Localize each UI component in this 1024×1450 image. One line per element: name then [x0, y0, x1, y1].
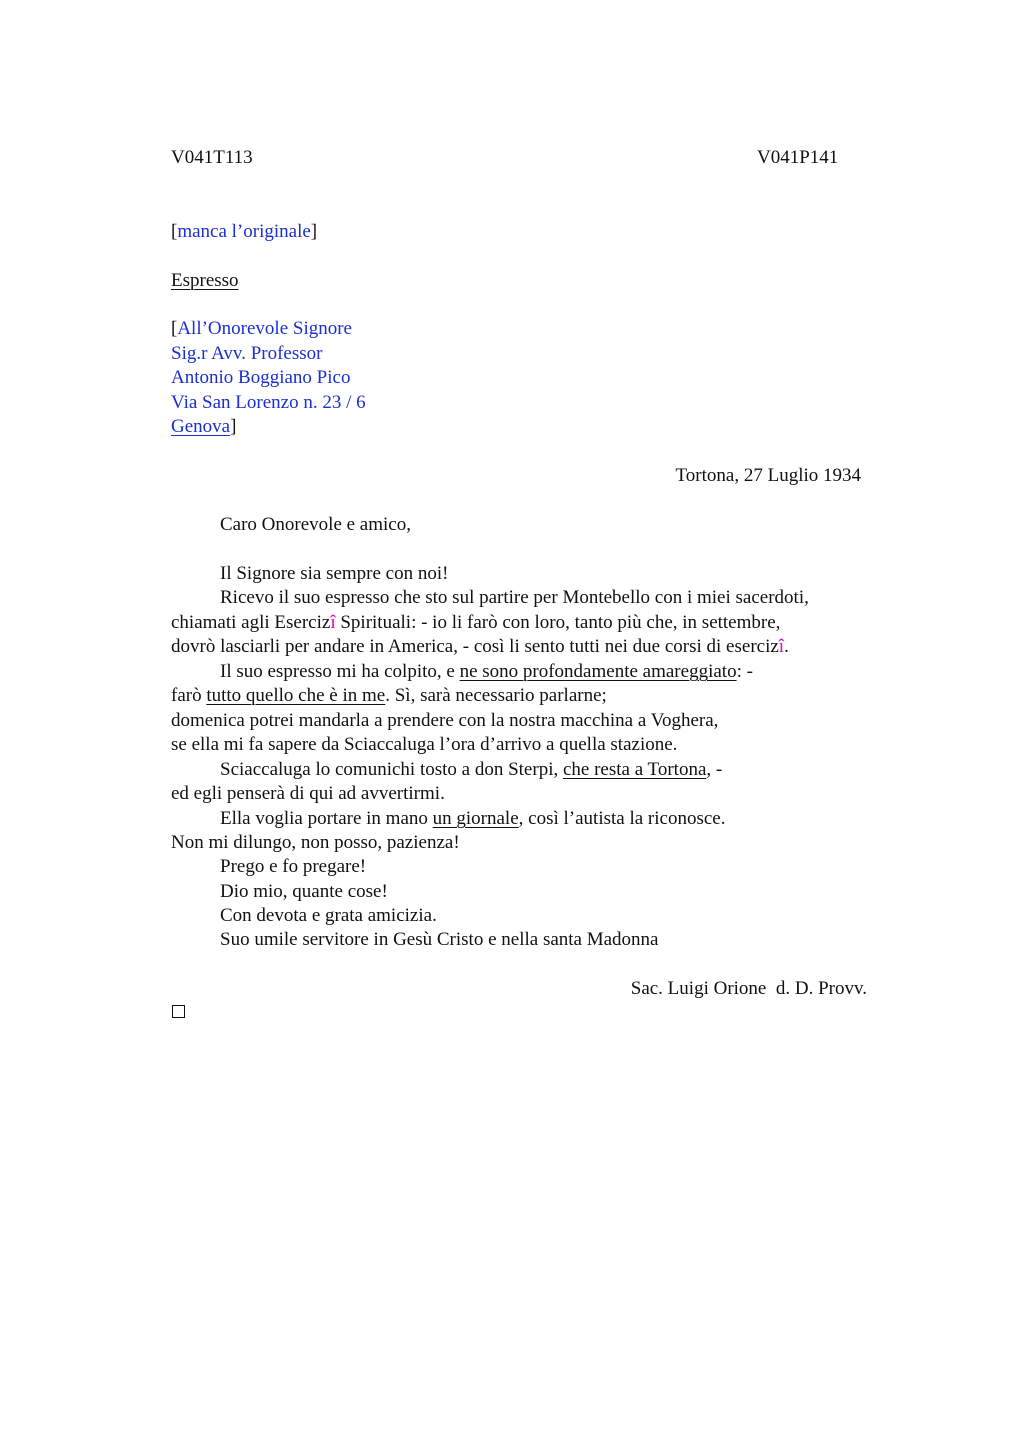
- address-city: Genova: [171, 416, 231, 437]
- dateline: Tortona, 27 Luglio 1934: [675, 465, 861, 486]
- delivery-label: Espresso: [171, 270, 239, 291]
- body-line: Sciaccaluga lo comunichi tosto a don Sterpi, che resta a Tortona, -: [220, 759, 723, 780]
- address-city-line: Genova]: [171, 416, 237, 437]
- body-line: dovrò lasciarli per andare in America, - così li sento tutti nei due corsi di esercizî.: [171, 636, 789, 657]
- address-line-1: [All’Onorevole Signore: [171, 318, 352, 339]
- body-line: farò tutto quello che è in me. Sì, sarà necessario parlarne;: [171, 685, 607, 706]
- signature: Sac. Luigi Orione d. D. Provv.: [630, 978, 867, 999]
- body-line: Ricevo il suo espresso che sto sul partire per Montebello con i miei sacerdoti,: [220, 587, 809, 608]
- body-line: Il Signore sia sempre con noi!: [220, 563, 449, 584]
- editorial-note: [manca l’originale]: [171, 221, 318, 242]
- body-line: Prego e fo pregare!: [220, 856, 367, 877]
- header-left-code: V041T113: [171, 147, 253, 168]
- checkbox-square-icon: [172, 1005, 185, 1018]
- body-line: Il suo espresso mi ha colpito, e ne sono profondamente amareggiato: -: [220, 661, 753, 682]
- address-line-2: Sig.r Avv. Professor: [171, 343, 323, 364]
- body-line: ed egli penserà di qui ad avvertirmi.: [171, 783, 445, 804]
- body-line: domenica potrei mandarla a prendere con la nostra macchina a Voghera,: [171, 710, 719, 731]
- address-line-3: Antonio Boggiano Pico: [171, 367, 351, 388]
- address-line-4: Via San Lorenzo n. 23 / 6: [171, 392, 366, 413]
- body-line: se ella mi fa sapere da Sciaccaluga l’ora d’arrivo a quella stazione.: [171, 734, 678, 755]
- editorial-note-text: manca l’originale: [177, 221, 311, 242]
- body-line: Suo umile servitore in Gesù Cristo e nella santa Madonna: [220, 929, 659, 950]
- body-line: Non mi dilungo, non posso, pazienza!: [171, 832, 460, 853]
- salutation: Caro Onorevole e amico,: [220, 514, 411, 535]
- body-line: Con devota e grata amicizia.: [220, 905, 437, 926]
- header-right-code: V041P141: [757, 147, 839, 168]
- body-line: Ella voglia portare in mano un giornale, così l’autista la riconosce.: [220, 808, 726, 829]
- body-line: Dio mio, quante cose!: [220, 881, 388, 902]
- body-line: chiamati agli Esercizî Spirituali: - io li farò con loro, tanto più che, in settembre,: [171, 612, 781, 633]
